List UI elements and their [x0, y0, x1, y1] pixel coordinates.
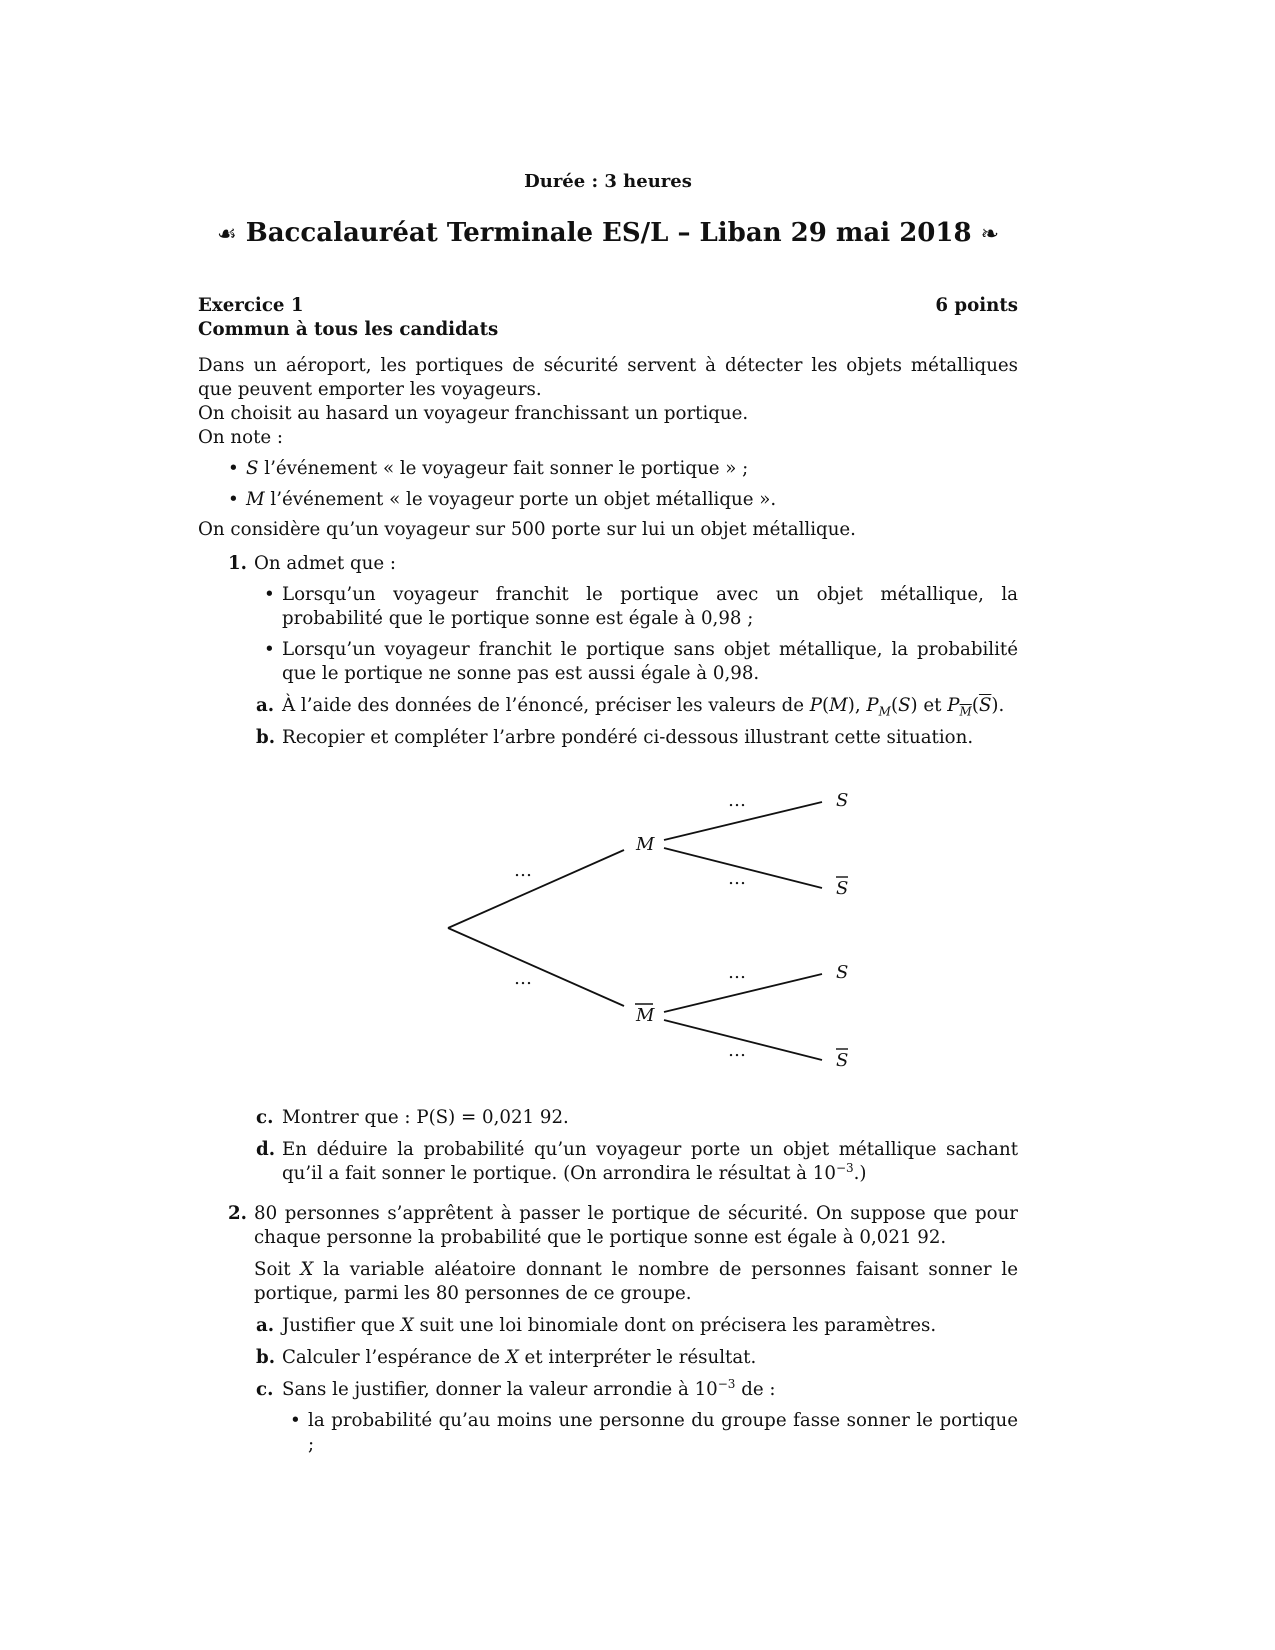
leaf-s-1: S [836, 790, 849, 811]
q1-bullet-1: Lorsqu’un voyageur franchit le portique avec un objet métallique, la probabilité que le portique sonne est égale à 0,98 ; [282, 584, 1018, 629]
question-1-intro: On admet que : [254, 553, 397, 574]
var-m: M [246, 489, 265, 510]
list-item [228, 488, 1018, 512]
event-list [198, 457, 1018, 512]
q1d-exponent: −3 [835, 1160, 854, 1175]
q2c-exponent: −3 [717, 1376, 736, 1391]
node-mbar: M [636, 1005, 655, 1026]
q1-bullet-2: Lorsqu’un voyageur franchit le portique sans objet métallique, la probabilité que le portique ne sonne pas est aussi égale à 0,98. [282, 639, 1018, 684]
question-2-text: 80 personnes s’apprêtent à passer le portique de sécurité. On suppose que pour chaque personne la probabilité que le portique sonne est égale à 0,021 92. [254, 1203, 1018, 1248]
leaf-sbar-1: S [836, 878, 849, 899]
exercise-audience: Commun à tous les candidats [198, 319, 499, 340]
prob-placeholder-m: … [514, 860, 532, 881]
question-2-text2: Soit X la variable aléatoire donnant le nombre de personnes faisant sonner le portique, parmi les 80 personnes de ce groupe. [254, 1259, 1018, 1304]
exercise-header [198, 294, 1018, 318]
prob-placeholder-mbar-sbar: … [728, 1040, 746, 1061]
bullet-icon: • [264, 639, 275, 660]
intro-paragraph-1: Dans un aéroport, les portiques de sécurité servent à détecter les objets métalliques que peuvent emporter les voyageurs. [198, 355, 1018, 400]
list-item [264, 583, 1018, 631]
question-1c [256, 1106, 1018, 1130]
ornament-right-icon: ❧ [980, 222, 1000, 247]
event-m-text: l’événement « le voyageur porte un objet métallique ». [264, 489, 777, 510]
q1c-label: c. [256, 1107, 274, 1128]
branch-root-m [448, 850, 624, 928]
q1b-text: Recopier et compléter l’arbre pondéré ci-dessous illustrant cette situation. [282, 727, 974, 748]
list-item [228, 457, 1018, 481]
question-1d [256, 1138, 1018, 1186]
intro-paragraph-4: On considère qu’un voyageur sur 500 porte sur lui un objet métallique. [198, 519, 856, 540]
bullet-icon: • [228, 458, 239, 479]
q1a-label: a. [256, 695, 275, 716]
leaf-s-2: S [836, 962, 849, 983]
duration: Durée : 3 heures [524, 171, 692, 192]
list-item [264, 638, 1018, 686]
question-2c: c. Sans le justifier, donner la valeur arrondie à $10^{-3}$ de : [256, 1376, 776, 1400]
q1c-value: P(S) = 0,021 92. [416, 1107, 569, 1128]
exam-page [198, 170, 1018, 1457]
bullet-icon: • [264, 584, 275, 605]
q1c-text: Montrer que : [282, 1107, 417, 1128]
event-s-text: l’événement « le voyageur fait sonner le portique » ; [258, 458, 749, 479]
intro-paragraph-2: On choisit au hasard un voyageur franchissant un portique. [198, 403, 749, 424]
exercise-points: 6 points [935, 295, 1018, 316]
prob-placeholder-m-sbar: … [728, 868, 746, 889]
q2b-label: b. [256, 1347, 276, 1368]
q1a-text: À l’aide des données de l’énoncé, préciser les valeurs de [282, 695, 810, 716]
question-2-parts [198, 1314, 1018, 1402]
ornament-left-icon: ☙ [216, 222, 237, 247]
question-1 [198, 552, 1018, 576]
node-m: M [636, 834, 655, 855]
bullet-icon: • [290, 1410, 301, 1431]
probability-tree [198, 750, 1018, 1098]
title-text: Baccalauréat Terminale ES/L – Liban 29 mai 2018 [245, 218, 972, 248]
q2c-label: c. [256, 1379, 274, 1400]
question-1b [256, 726, 1018, 750]
q2c-bullet-1: la probabilité qu’au moins une personne du groupe fasse sonner le portique ; [308, 1410, 1018, 1455]
question-1-number: 1. [228, 553, 247, 574]
exercise-label: Exercice 1 [198, 295, 304, 316]
question-1-parts [198, 694, 1018, 750]
prob-placeholder-m-s: … [728, 790, 746, 811]
branch-root-mbar [448, 928, 624, 1006]
q1b-label: b. [256, 727, 276, 748]
question-2c-bullets [198, 1409, 1018, 1457]
leaf-sbar-2: S [836, 1050, 849, 1071]
prob-placeholder-mbar: … [514, 968, 532, 989]
question-2 [198, 1202, 1018, 1306]
question-1a: a. À l’aide des données de l’énoncé, préciser les valeurs de P(M), $P_M(S)$ et $P_{\overline{M}}(\overline{S})$. [256, 695, 1005, 719]
q2a-label: a. [256, 1315, 275, 1336]
list-item [290, 1409, 1018, 1457]
q1d-label: d. [256, 1139, 276, 1160]
prob-placeholder-mbar-s: … [728, 962, 746, 983]
tree-svg [198, 750, 1018, 1098]
var-s: S [246, 458, 259, 479]
q1d-end: .) [853, 1163, 867, 1184]
page-title [198, 216, 1018, 252]
question-2a: a. Justifier que X suit une loi binomiale dont on précisera les paramètres. [256, 1315, 937, 1336]
question-1-parts-cont [198, 1106, 1018, 1186]
question-1-bullets [198, 583, 1018, 686]
question-2b: b. Calculer l’espérance de X et interpréter le résultat. [256, 1347, 757, 1368]
question-2-number: 2. [228, 1203, 247, 1224]
bullet-icon: • [228, 489, 239, 510]
q1d-text: En déduire la probabilité qu’un voyageur porte un objet métallique sachant qu’il a fait sonner le portique. (On arrondira le résultat à 10 [282, 1139, 1018, 1184]
intro-paragraph-3: On note : [198, 427, 284, 448]
